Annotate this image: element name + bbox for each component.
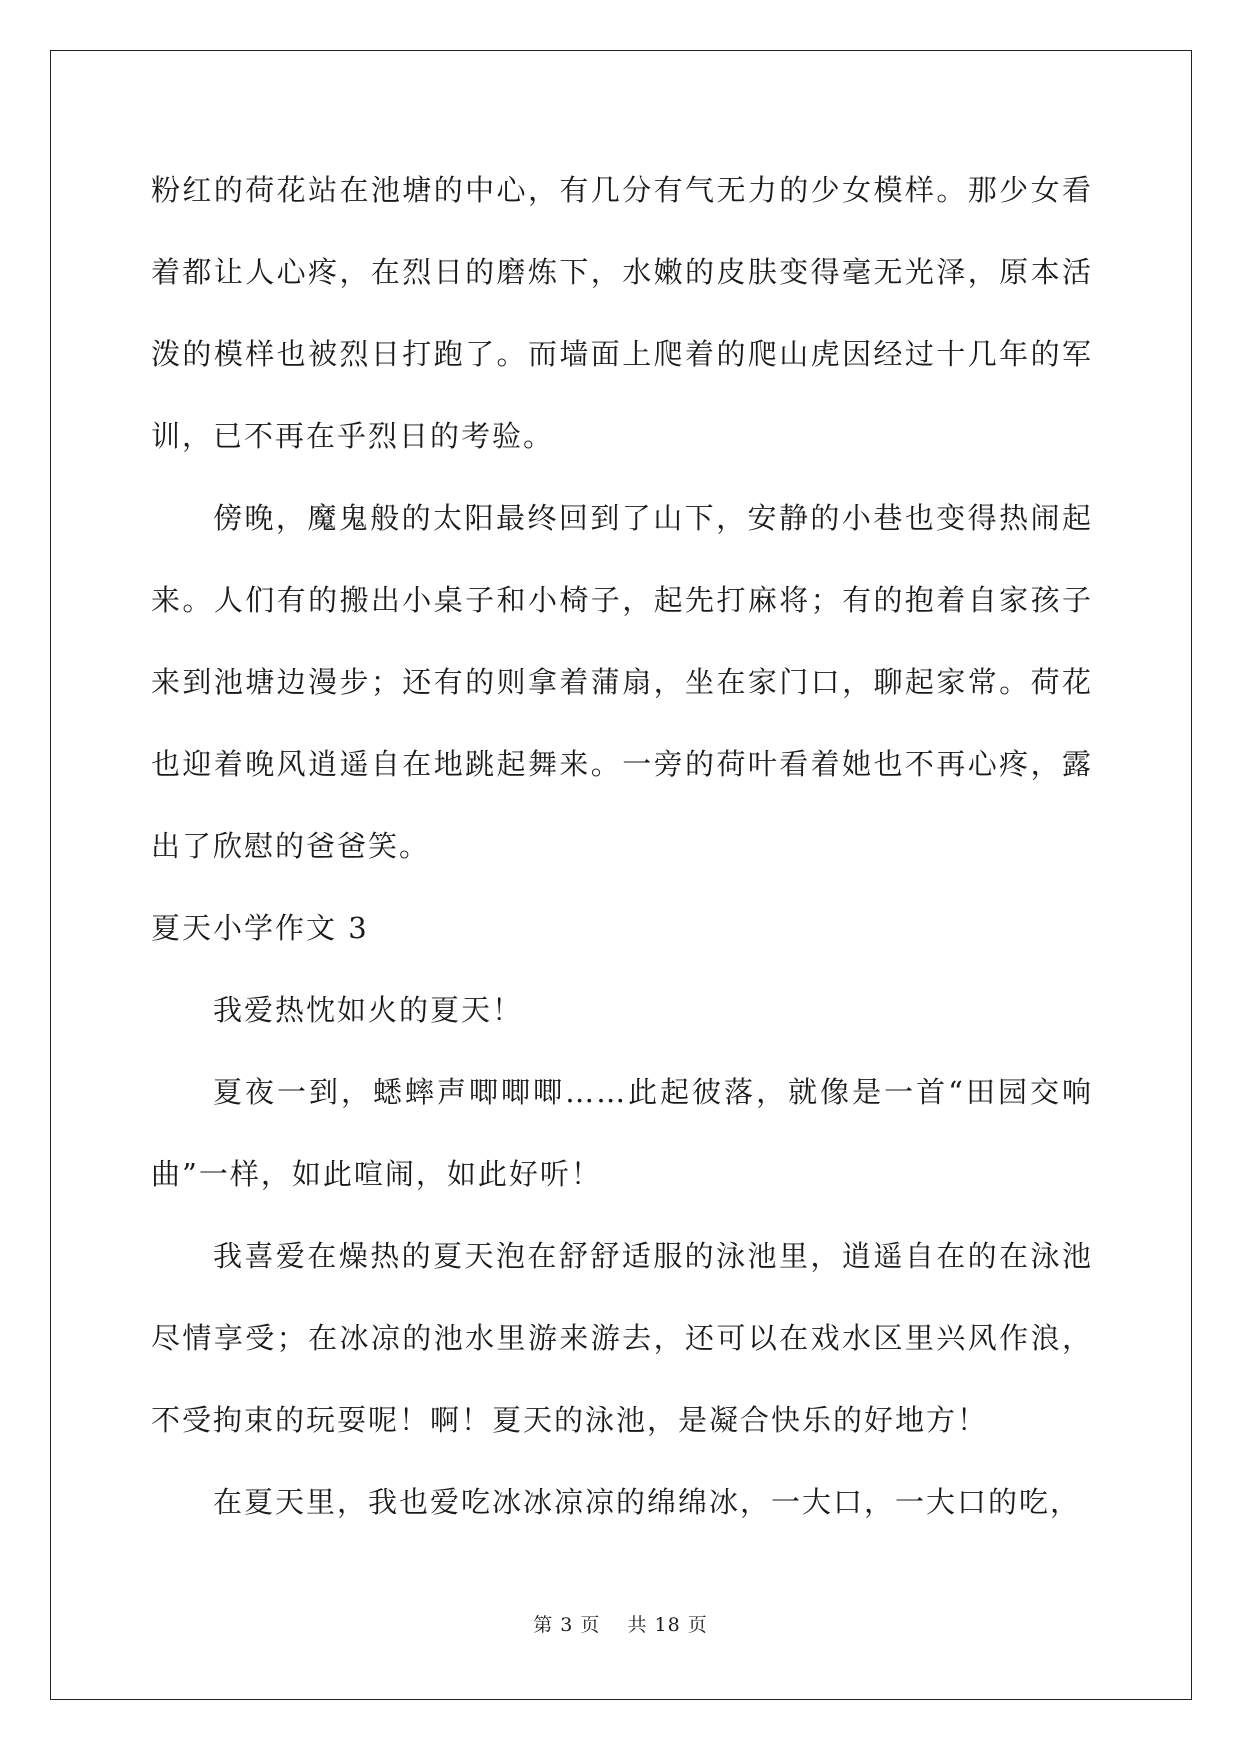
- paragraph-5: 我喜爱在燥热的夏天泡在舒舒适服的泳池里，逍遥自在的在泳池尽情享受；在冰凉的池水里游来游去，还可以在戏水区里兴风作浪，不受拘束的玩耍呢！啊！夏天的泳池，是凝合快乐的好地方！: [151, 1239, 1093, 1437]
- document-body: [151, 149, 1093, 1543]
- page-number: 第 3 页: [533, 1614, 601, 1636]
- paragraph-6: 在夏天里，我也爱吃冰冰凉凉的绵绵冰，一大口，一大口的吃，: [213, 1485, 1082, 1519]
- page-footer: [0, 1610, 1241, 1637]
- paragraph-4: 夏夜一到，蟋蟀声唧唧唧……此起彼落，就像是一首“田园交响曲”一样，如此喧闹，如此好听！: [151, 1075, 1093, 1191]
- paragraph-2: 傍晚，魔鬼般的太阳最终回到了山下，安静的小巷也变得热闹起来。人们有的搬出小桌子和小椅子，起先打麻将；有的抱着自家孩子来到池塘边漫步；还有的则拿着蒲扇，坐在家门口，聊起家常。荷花也迎着晚风逍遥自在地跳起舞来。一旁的荷叶看着她也不再心疼，露出了欣慰的爸爸笑。: [151, 501, 1093, 863]
- paragraph-1: 粉红的荷花站在池塘的中心，有几分有气无力的少女模样。那少女看着都让人心疼，在烈日的磨炼下，水嫩的皮肤变得毫无光泽，原本活泼的模样也被烈日打跑了。而墙面上爬着的爬山虎因经过十几年的军训，已不再在乎烈日的考验。: [151, 173, 1093, 453]
- page-total: 共 18 页: [627, 1614, 708, 1636]
- paragraph-3: 我爱热忱如火的夏天！: [213, 993, 524, 1027]
- section-heading: 夏天小学作文 3: [151, 911, 369, 945]
